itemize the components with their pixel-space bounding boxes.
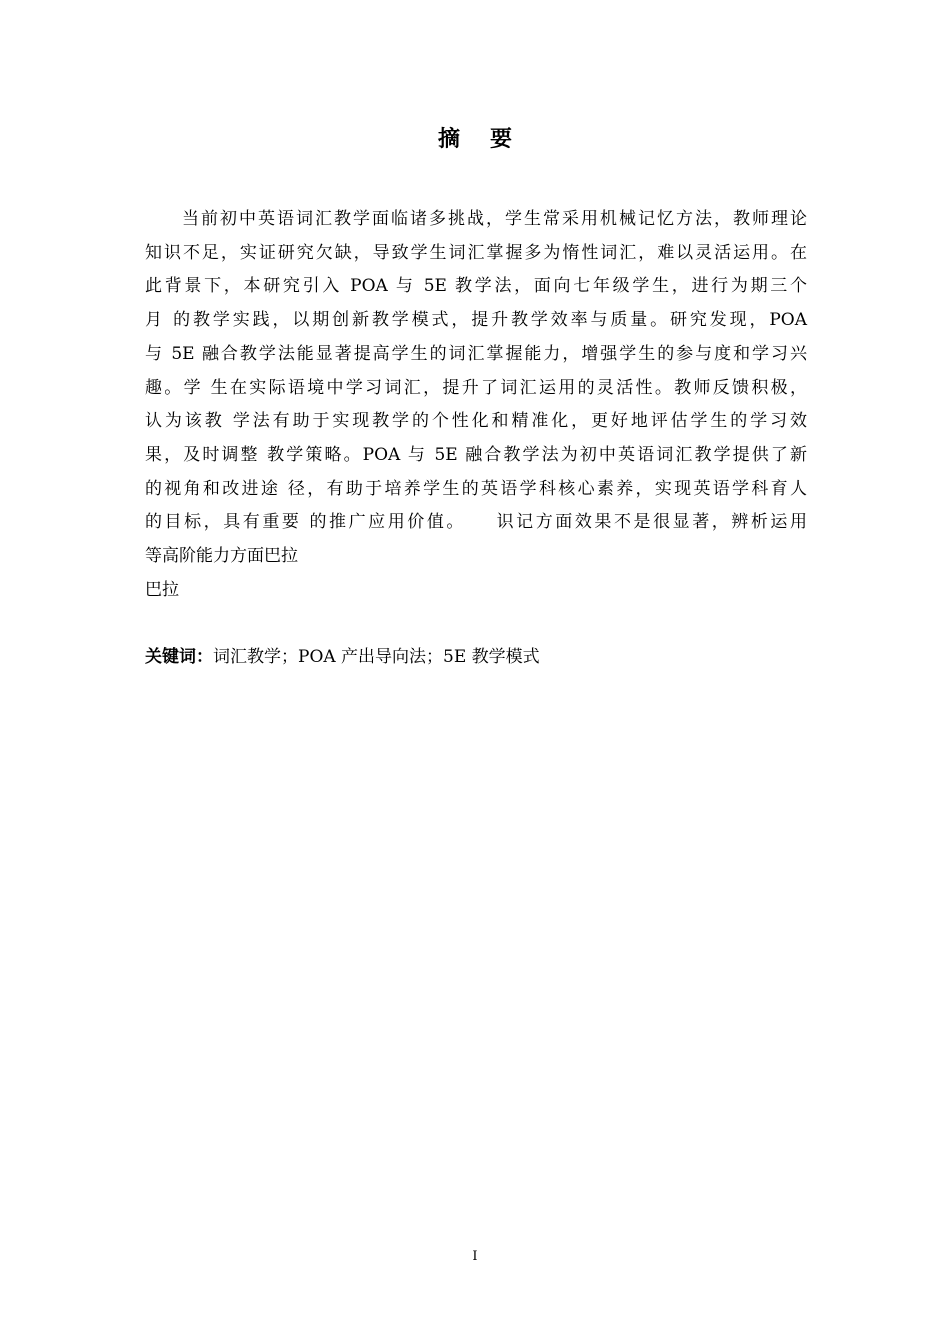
abstract-line: 趣。学 生在实际语境中学习词汇，提升了词汇运用的灵活性。教师反馈积极， xyxy=(145,377,807,398)
abstract-line: 巴拉 xyxy=(145,579,179,600)
abstract-line: 的视角和改进途 径，有助于培养学生的英语学科核心素养，实现英语学科育人 xyxy=(145,478,807,499)
abstract-line: 与 5E 融合教学法能显著提高学生的词汇掌握能力，增强学生的参与度和学习兴 xyxy=(145,343,807,364)
abstract-line: 的目标，具有重要 的推广应用价值。 识记方面效果不是很显著，辨析运用 xyxy=(145,512,807,533)
abstract-line: 当前初中英语词汇教学面临诸多挑战，学生常采用机械记忆方法，教师理论 xyxy=(182,209,807,229)
keywords xyxy=(145,641,540,674)
abstract-line: 知识不足，实证研究欠缺，导致学生词汇掌握多为惰性词汇，难以灵活运用。在 xyxy=(145,242,807,263)
abstract-body xyxy=(145,203,807,607)
keywords-label: 关键词： xyxy=(145,647,213,667)
abstract-line: 等高阶能力方面巴拉 xyxy=(145,546,298,567)
abstract-title: 摘要 xyxy=(437,127,542,152)
page-number: I xyxy=(472,1249,478,1264)
abstract-line: 此背景下，本研究引入 POA 与 5E 教学法，面向七年级学生，进行为期三个 xyxy=(145,276,807,297)
abstract-line: 认为该教 学法有助于实现教学的个性化和精准化，更好地评估学生的学习效 xyxy=(145,411,807,432)
abstract-line: 果，及时调整 教学策略。POA 与 5E 融合教学法为初中英语词汇教学提供了新 xyxy=(145,444,807,465)
keywords-text: 词汇教学；POA 产出导向法；5E 教学模式 xyxy=(213,647,540,667)
abstract-line: 月 的教学实践，以期创新教学模式，提升教学效率与质量。研究发现，POA xyxy=(145,310,807,331)
